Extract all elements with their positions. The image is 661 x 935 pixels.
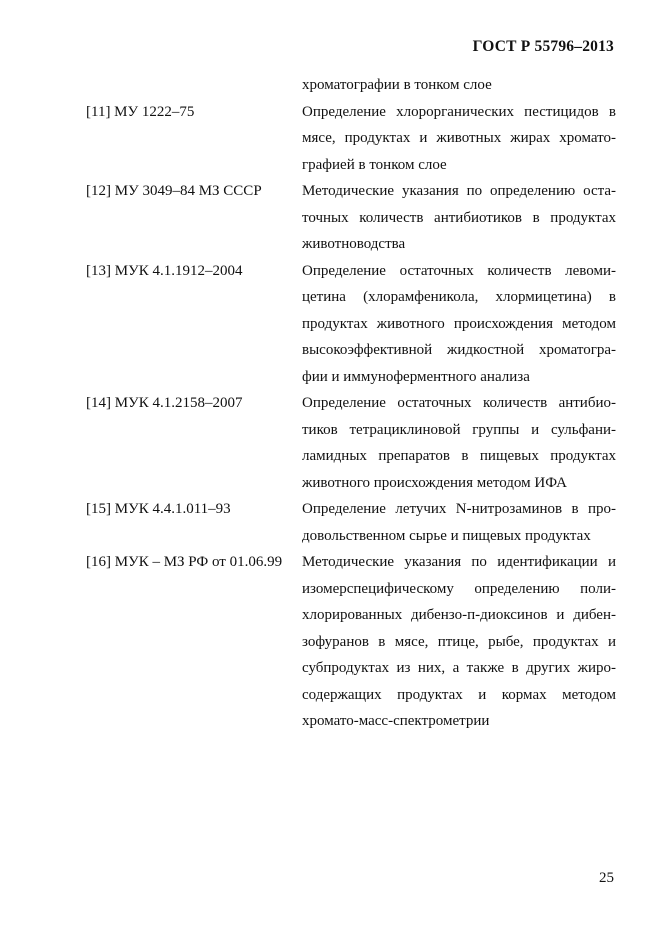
reference-code: [14] МУК 4.1.2158–2007 (86, 395, 243, 411)
reference-description-line: Определение хлорорганических пестицидов в (302, 103, 616, 120)
reference-description (302, 549, 616, 735)
reference-description-line: Определение остаточных количеств левоми- (302, 262, 616, 279)
reference-description (302, 178, 616, 258)
reference-entry (86, 496, 616, 549)
reference-description-line: животного происхождения методом ИФА (302, 474, 567, 491)
reference-code: [11] МУ 1222–75 (86, 103, 195, 120)
reference-code: [16] МУК – МЗ РФ от 01.06.99 (86, 554, 283, 570)
reference-description-line: Определение остаточных количеств антибио- (302, 395, 616, 411)
reference-description-line: графией в тонком слое (302, 156, 447, 173)
reference-description (302, 258, 616, 391)
reference-description-line: довольственном сырье и пищевых продуктах (302, 527, 591, 544)
reference-code: [12] МУ 3049–84 МЗ СССР (86, 183, 262, 199)
reference-description (302, 390, 616, 496)
bibliography-list (86, 72, 616, 735)
reference-description-line: содержащих продуктах и кормах методом (302, 686, 616, 703)
reference-description-line: ламидных препаратов в пищевых продуктах (302, 448, 616, 464)
page-number: 25 (599, 870, 614, 886)
reference-entries (86, 99, 616, 735)
reference-description-line: высокоэффективной жидкостной хроматогра- (302, 342, 616, 358)
reference-description (302, 99, 616, 179)
reference-code: [15] МУК 4.4.1.011–93 (86, 501, 231, 517)
reference-description-line: хромато-масс-спектрометрии (302, 713, 490, 729)
reference-description-line: мясе, продуктах и животных жирах хромато- (302, 130, 616, 146)
reference-description-line: хлорированных дибензо-п-диоксинов и дибен- (302, 607, 616, 623)
reference-description-line: изомерспецифическому определению поли- (302, 580, 616, 597)
reference-entry (86, 549, 616, 735)
reference-entry (86, 178, 616, 258)
reference-entry (86, 390, 616, 496)
reference-description-line: цетина (хлорамфеникола, хлормицетина) в (302, 289, 616, 305)
reference-description-line: Определение летучих N-нитрозаминов в про- (302, 501, 616, 517)
reference-entry (86, 99, 616, 179)
reference-description-line: зофуранов в мясе, птице, рыбе, продуктах и (302, 633, 616, 650)
reference-description (302, 496, 616, 549)
reference-description-line: точных количеств антибиотиков в продуктах (302, 209, 616, 226)
reference-description-line: продуктах животного происхождения методом (302, 315, 616, 332)
reference-description-line: животноводства (302, 236, 406, 252)
reference-entry (86, 258, 616, 391)
reference-description-line: тиков тетрациклиновой группы и сульфани- (302, 421, 616, 438)
continued-reference-text: хроматографии в тонком слое (302, 77, 492, 93)
reference-description-line: фии и иммуноферментного анализа (302, 368, 530, 385)
reference-description-line: Методические указания по определению оста- (302, 183, 616, 199)
reference-description-line: Методические указания по идентификации и (302, 554, 616, 570)
reference-code: [13] МУК 4.1.1912–2004 (86, 262, 243, 279)
standard-designation: ГОСТ Р 55796–2013 (472, 38, 614, 55)
reference-description-line: субпродуктах из них, а также в других жиро- (302, 660, 616, 676)
